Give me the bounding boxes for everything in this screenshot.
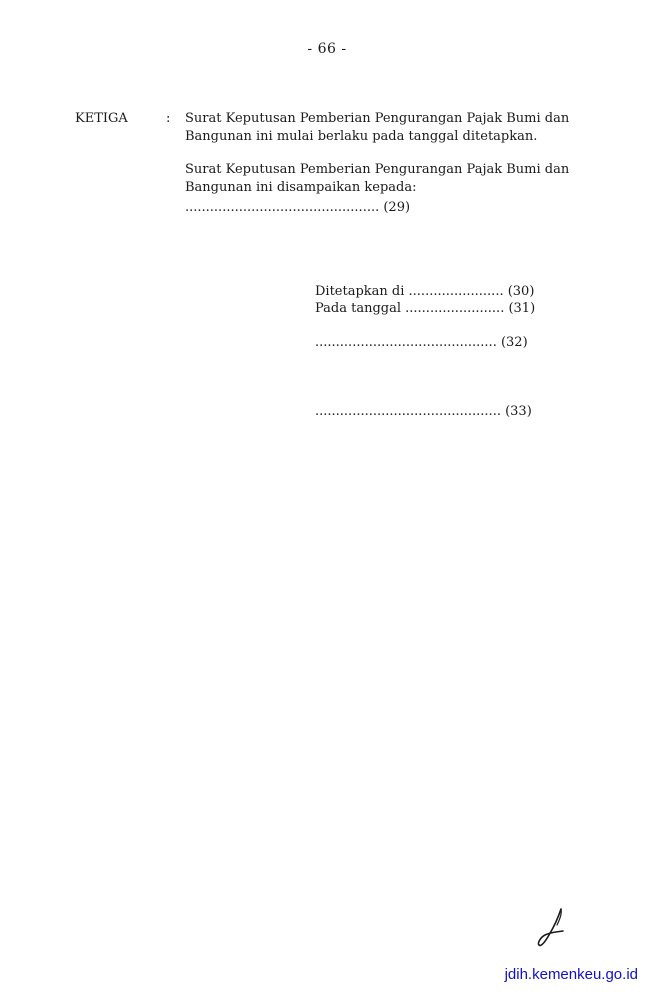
clause-paragraph-2 — [185, 161, 585, 197]
paragraph-2-line-2: Bangunan ini disampaikan kepada: — [185, 180, 417, 195]
page-number: - 66 - — [307, 41, 347, 57]
signature-official: ............................................ (32) — [315, 335, 528, 350]
paragraph-2-line-1: Surat Keputusan Pemberian Pengurangan Pajak Bumi dan — [185, 162, 570, 177]
watermark-link[interactable]: jdih.kemenkeu.go.id — [504, 966, 638, 983]
recipient-fill-line: ............................................... (29) — [185, 200, 411, 215]
signature-date: Pada tanggal ........................ (31) — [315, 301, 536, 316]
paragraph-1-line-1: Surat Keputusan Pemberian Pengurangan Pajak Bumi dan — [185, 111, 570, 126]
paraf-initial-icon — [533, 905, 573, 951]
clause-separator: : — [166, 111, 171, 126]
paragraph-1-line-2: Bangunan ini mulai berlaku pada tanggal ditetapkan. — [185, 129, 538, 144]
clause-label: KETIGA — [75, 111, 128, 126]
signature-name: ............................................. (33) — [315, 404, 532, 419]
clause-paragraph-1 — [185, 110, 585, 146]
signature-place: Ditetapkan di ....................... (30) — [315, 284, 535, 299]
